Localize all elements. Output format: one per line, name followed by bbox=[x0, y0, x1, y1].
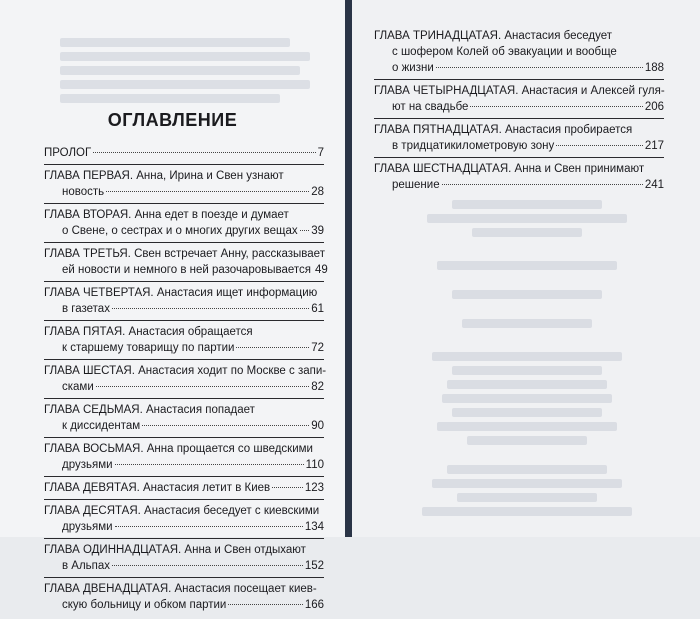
dot-leader bbox=[112, 565, 303, 566]
toc-entry-text: ГЛАВА ПЯТНАДЦАТАЯ. Анастасия пробирается bbox=[374, 124, 633, 136]
left-page bbox=[0, 0, 345, 611]
dot-leader bbox=[115, 464, 304, 465]
toc-page-number: 166 bbox=[304, 599, 324, 611]
toc-entry bbox=[44, 145, 324, 165]
toc-title: ОГЛАВЛЕНИЕ bbox=[107, 110, 238, 130]
toc-entry-text: о Свене, о сестрах и о многих других вещах bbox=[62, 225, 298, 237]
toc-entry bbox=[374, 122, 664, 158]
toc-entry-text: ГЛАВА СЕДЬМАЯ. Анастасия попадает bbox=[44, 404, 255, 416]
dot-leader bbox=[106, 191, 309, 192]
toc-entry-text: ГЛАВА ВТОРАЯ. Анна едет в поезде и думает bbox=[44, 209, 289, 221]
toc-entry-text: ГЛАВА ДЕСЯТАЯ. Анастасия беседует с киевскими bbox=[44, 505, 320, 517]
toc-page-number: 82 bbox=[311, 381, 324, 393]
toc-entry-text: ГЛАВА ПЕРВАЯ. Анна, Ирина и Свен узнают bbox=[44, 170, 284, 182]
toc-page-number: 110 bbox=[305, 459, 324, 471]
toc-entry bbox=[44, 285, 324, 321]
toc-entry bbox=[44, 168, 324, 204]
toc-page-number: 206 bbox=[644, 101, 664, 113]
toc-entry-text: ей новости и немного в ней разочаровывается bbox=[62, 264, 312, 276]
toc-entry-text: ГЛАВА ШЕСТНАДЦАТАЯ. Анна и Свен принимают bbox=[374, 163, 645, 175]
dot-leader bbox=[115, 526, 303, 527]
toc-entry bbox=[44, 542, 324, 578]
toc-entry-text: друзьями bbox=[62, 521, 113, 533]
toc-page-number: 39 bbox=[311, 225, 324, 237]
dot-leader bbox=[470, 106, 642, 107]
book-binding bbox=[345, 0, 352, 537]
toc-entry-text: скую больницу и обком партии bbox=[62, 599, 227, 611]
dot-leader bbox=[142, 425, 309, 426]
dot-leader bbox=[442, 184, 643, 185]
toc-list-left bbox=[44, 145, 328, 619]
toc-entry-text: сками bbox=[62, 381, 94, 393]
toc-entry bbox=[374, 161, 664, 196]
toc-entry-text: в Альпах bbox=[62, 560, 111, 572]
toc-page-number: 7 bbox=[317, 147, 324, 159]
dot-leader bbox=[93, 152, 315, 153]
dot-leader bbox=[300, 230, 310, 231]
toc-entry-text: ГЛАВА ШЕСТАЯ. Анастасия ходит по Москве с запи- bbox=[44, 365, 327, 377]
dot-leader bbox=[272, 487, 303, 488]
toc-entry bbox=[44, 207, 324, 243]
toc-entry-text: ГЛАВА ДЕВЯТАЯ. Анастасия летит в Киев bbox=[44, 482, 271, 494]
toc-entry bbox=[374, 83, 664, 119]
toc-entry bbox=[44, 324, 324, 360]
toc-entry bbox=[374, 28, 664, 80]
toc-list-right bbox=[374, 28, 664, 199]
toc-page-number: 241 bbox=[644, 179, 664, 191]
dot-leader bbox=[96, 386, 309, 387]
toc-entry-text: ГЛАВА ТРЕТЬЯ. Свен встречает Анну, рассказывает bbox=[44, 248, 325, 260]
toc-entry-text: ГЛАВА ОДИННАДЦАТАЯ. Анна и Свен отдыхают bbox=[44, 544, 306, 556]
toc-entry-text: ГЛАВА ТРИНАДЦАТАЯ. Анастасия беседует bbox=[374, 30, 613, 42]
toc-entry-text: о жизни bbox=[392, 62, 434, 74]
dot-leader bbox=[556, 145, 643, 146]
toc-entry-text: в тридцатикилометровую зону bbox=[392, 140, 555, 152]
toc-entry bbox=[44, 581, 324, 616]
toc-entry-text: ПРОЛОГ bbox=[44, 147, 92, 159]
toc-entry-text: ГЛАВА ЧЕТВЕРТАЯ. Анастасия ищет информацию bbox=[44, 287, 318, 299]
toc-page-number: 28 bbox=[311, 186, 324, 198]
toc-entry bbox=[44, 503, 324, 539]
dot-leader bbox=[236, 347, 309, 348]
toc-entry-text: с шофером Колей об эвакуации и вообще bbox=[392, 46, 617, 58]
show-through-right bbox=[392, 200, 662, 521]
toc-entry-text: в газетах bbox=[62, 303, 110, 315]
toc-page-number: 61 bbox=[311, 303, 324, 315]
toc-entry-text: ют на свадьбе bbox=[392, 101, 469, 113]
toc-page-number: 217 bbox=[644, 140, 664, 152]
toc-entry bbox=[44, 246, 328, 282]
toc-page-number: 123 bbox=[304, 482, 324, 494]
toc-entry-text: ГЛАВА ДВЕНАДЦАТАЯ. Анастасия посещает киев- bbox=[44, 583, 317, 595]
toc-entry-text: ГЛАВА ВОСЬМАЯ. Анна прощается со шведскими bbox=[44, 443, 313, 455]
toc-page-number: 72 bbox=[311, 342, 324, 354]
toc-page-number: 188 bbox=[644, 62, 664, 74]
toc-entry-text: решение bbox=[392, 179, 440, 191]
dot-leader bbox=[228, 604, 302, 605]
toc-entry bbox=[44, 441, 324, 477]
show-through-left bbox=[60, 38, 310, 108]
toc-page-number: 49 bbox=[315, 264, 328, 276]
toc-page-number: 152 bbox=[304, 560, 324, 572]
toc-page-number: 90 bbox=[311, 420, 324, 432]
toc-entry-text: друзьями bbox=[62, 459, 113, 471]
toc-entry bbox=[44, 402, 324, 438]
toc-page-number: 134 bbox=[304, 521, 324, 533]
toc-entry-text: к диссидентам bbox=[62, 420, 141, 432]
right-page bbox=[352, 0, 700, 537]
toc-entry bbox=[44, 363, 327, 399]
toc-entry-text: к старшему товарищу по партии bbox=[62, 342, 235, 354]
toc-entry-text: ГЛАВА ПЯТАЯ. Анастасия обращается bbox=[44, 326, 253, 338]
toc-entry bbox=[44, 480, 324, 500]
dot-leader bbox=[112, 308, 309, 309]
dot-leader bbox=[436, 67, 643, 68]
toc-entry-text: ГЛАВА ЧЕТЫРНАДЦАТАЯ. Анастасия и Алексей гуля- bbox=[374, 85, 665, 97]
toc-entry-text: новость bbox=[62, 186, 105, 198]
